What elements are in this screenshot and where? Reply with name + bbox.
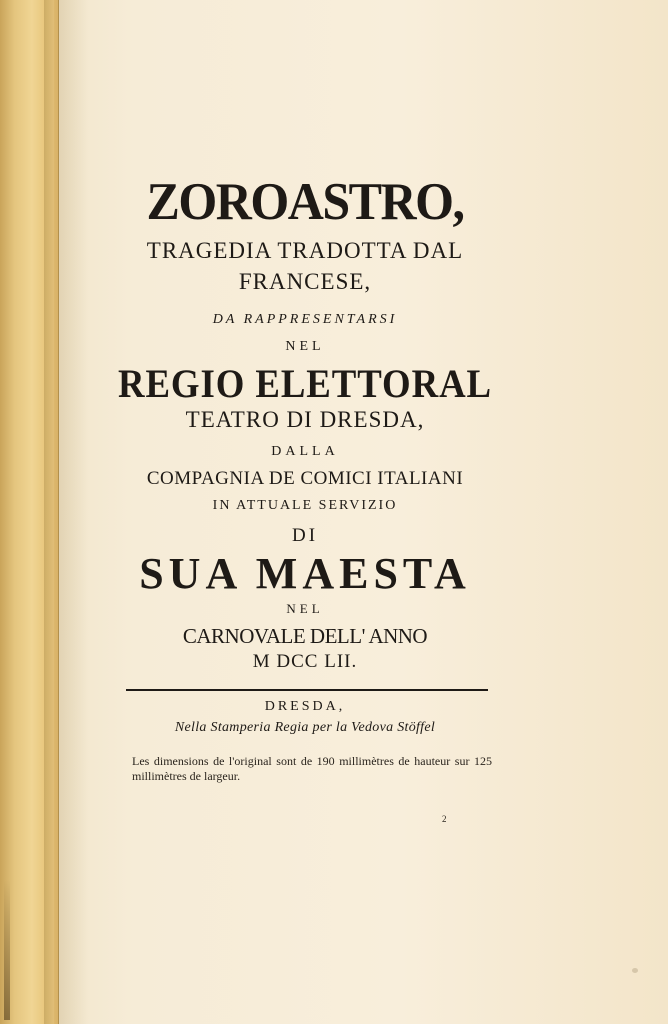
imprint-city: DRESDA, (264, 699, 346, 714)
subtitle-line-2: FRANCESE, (238, 269, 372, 294)
connector-nel-2: NEL (286, 601, 324, 616)
page-number: 2 (442, 814, 447, 824)
gutter-shadow (58, 0, 88, 1024)
year-line: M DCC LII. (252, 651, 358, 672)
theater-name-line-2: TEATRO DI DRESDA, (185, 407, 425, 432)
carnival-line: CARNOVALE DELL' ANNO (182, 624, 428, 648)
work-title: ZOROASTRO, (146, 171, 464, 231)
majesty-heading: SUA MAESTA (139, 549, 471, 598)
company-line-2: IN ATTUALE SERVIZIO (212, 498, 398, 513)
theater-name-line-1: REGIO ELETTORAL (117, 361, 493, 406)
company-line-1: COMPAGNIA DE COMICI ITALIANI (146, 468, 464, 489)
binding-wear-mark (4, 880, 10, 1020)
subtitle-line-1: TRAGEDIA TRADOTTA DAL (146, 238, 464, 263)
divider-rule (126, 689, 488, 691)
connector-nel-1: NEL (285, 339, 325, 354)
book-binding-strip (0, 0, 59, 1024)
imprint-printer: Nella Stamperia Regia per la Vedova Stöffel (174, 720, 436, 735)
connector-dalla: DALLA (271, 444, 339, 459)
paper-speck (632, 968, 638, 973)
dimensions-note: Les dimensions de l'original sont de 190 millimètres de hauteur sur 125 millimètres de largeur. (132, 754, 492, 783)
performance-note: DA RAPPRESENTARSI (212, 312, 398, 327)
connector-di: DI (291, 525, 319, 546)
